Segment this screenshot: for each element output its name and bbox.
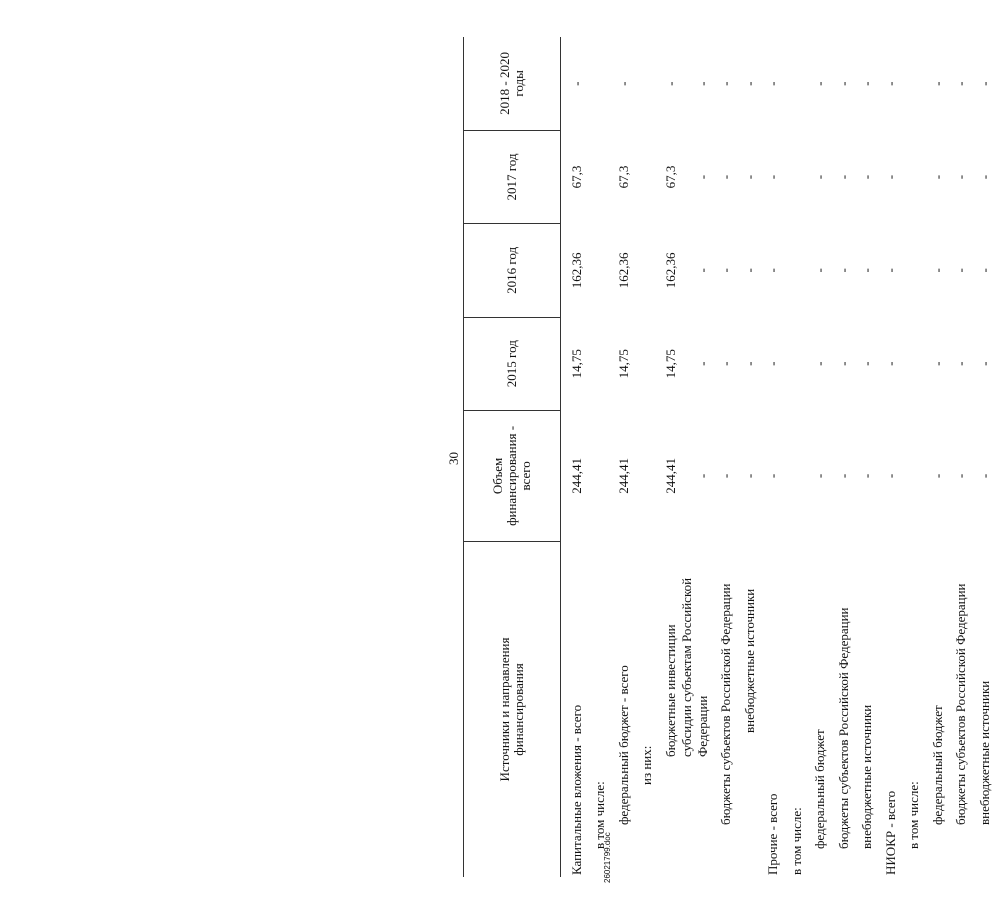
cell-total: -	[953, 473, 968, 479]
cell-2016: -	[765, 268, 780, 273]
financing-table	[463, 37, 993, 877]
header-2017: 2017 год	[464, 130, 561, 223]
cell-2015: -	[694, 361, 710, 366]
cell-2017: -	[835, 174, 851, 180]
header-total: Объем финансирования - всего	[464, 410, 561, 541]
cell-total: -	[694, 473, 710, 479]
cell-2016: -	[882, 268, 898, 273]
cell-2015: -	[929, 361, 945, 366]
cell-2015: -	[835, 361, 851, 366]
cell-total: -	[976, 473, 992, 479]
header-2015: 2015 год	[464, 317, 561, 410]
cell-2017: -	[812, 174, 827, 180]
row-label: бюджеты субъектов Российской Федерации	[953, 583, 968, 825]
cell-2015: -	[953, 361, 968, 366]
header-2018-2020: 2018 - 2020 годы	[464, 37, 561, 130]
cell-2017: -	[953, 174, 968, 180]
table-row	[922, 37, 946, 877]
cell-total: -	[929, 473, 945, 479]
cell-2016	[632, 224, 656, 317]
cell-total: -	[718, 473, 733, 479]
cell-2015	[632, 317, 656, 410]
cell-2016: 162,36	[615, 252, 631, 289]
cell-2015: -	[859, 361, 874, 366]
cell-2015: -	[741, 361, 757, 366]
cell-2018-2020: -	[662, 81, 678, 86]
table-row	[805, 37, 829, 877]
row-label: бюджетные инвестиции	[662, 624, 678, 757]
cell-2018-2020	[632, 37, 656, 130]
cell-total: -	[812, 473, 827, 479]
cell-2017: -	[859, 174, 874, 180]
cell-2018-2020: -	[882, 81, 898, 86]
table-row	[734, 37, 758, 877]
cell-2017	[781, 130, 805, 223]
cell-2017: 67,3	[662, 165, 678, 189]
cell-2016: -	[812, 268, 827, 273]
cell-total: 244,41	[568, 458, 584, 494]
cell-2016: -	[929, 268, 945, 273]
cell-2016: -	[694, 268, 710, 273]
cell-2015: -	[765, 361, 780, 366]
cell-2017: 67,3	[568, 165, 584, 189]
cell-total: -	[741, 473, 757, 479]
cell-2015	[585, 317, 609, 410]
cell-2018-2020: -	[835, 81, 851, 86]
table-row	[608, 37, 632, 877]
row-label: внебюджетные источники	[976, 680, 992, 825]
cell-2018-2020: -	[976, 81, 992, 86]
cell-total	[632, 410, 656, 541]
row-label: Капитальные вложения - всего	[568, 704, 584, 875]
row-label: в том числе:	[592, 781, 607, 849]
cell-total: -	[882, 473, 898, 479]
cell-2017: 67,3	[615, 165, 631, 189]
row-label: внебюджетные источники	[741, 588, 757, 733]
row-label: Прочие - всего	[765, 793, 780, 875]
table-row	[969, 37, 993, 877]
row-label: субсидии субъектам Российской Федерации	[678, 577, 710, 757]
cell-2017	[899, 130, 923, 223]
cell-2017: -	[741, 174, 757, 180]
document-code: 26021799.doc	[603, 832, 612, 883]
cell-2016	[781, 224, 805, 317]
cell-2017: -	[882, 174, 898, 180]
row-label: в том числе:	[906, 781, 921, 849]
cell-2017: -	[718, 174, 733, 180]
row-label: бюджеты субъектов Российской Федерации	[835, 607, 851, 849]
table-row	[655, 37, 679, 877]
cell-2015: -	[882, 361, 898, 366]
page-number: 30	[446, 452, 461, 465]
table-row	[711, 37, 735, 877]
cell-2016: -	[859, 268, 874, 273]
row-label: из них:	[639, 745, 654, 785]
cell-total: -	[765, 473, 780, 479]
cell-2016: -	[835, 268, 851, 273]
cell-2016: -	[953, 268, 968, 273]
table-row	[758, 37, 782, 877]
cell-2018-2020: -	[741, 81, 757, 86]
table-row	[781, 37, 805, 877]
cell-2017: -	[765, 174, 780, 180]
cell-total	[585, 410, 609, 541]
cell-2018-2020: -	[694, 81, 710, 86]
cell-total: -	[859, 473, 874, 479]
cell-2016: 162,36	[662, 252, 678, 289]
row-label: внебюджетные источники	[859, 704, 874, 849]
cell-2018-2020: -	[718, 81, 733, 86]
header-row	[464, 37, 561, 877]
cell-2018-2020: -	[929, 81, 945, 86]
table-row	[585, 37, 609, 877]
cell-2018-2020	[899, 37, 923, 130]
cell-2018-2020: -	[812, 81, 827, 86]
cell-2018-2020: -	[859, 81, 874, 86]
cell-2015	[781, 317, 805, 410]
cell-2017: -	[929, 174, 945, 180]
cell-2016: -	[976, 268, 992, 273]
cell-2016	[585, 224, 609, 317]
cell-total	[781, 410, 805, 541]
row-label: федеральный бюджет - всего	[615, 665, 631, 825]
cell-2017: -	[694, 174, 710, 180]
table-row	[852, 37, 876, 877]
cell-total: 244,41	[662, 458, 678, 494]
cell-2016: -	[718, 268, 733, 273]
cell-2016: -	[741, 268, 757, 273]
cell-2017: -	[976, 174, 992, 180]
cell-2015: 14,75	[615, 349, 631, 379]
row-label: федеральный бюджет	[812, 729, 827, 849]
header-sources: Источники и направления финансирования	[497, 637, 526, 782]
row-label: в том числе:	[788, 807, 804, 875]
cell-2018-2020: -	[765, 81, 780, 86]
row-label: федеральный бюджет	[929, 705, 945, 825]
cell-2015: -	[812, 361, 827, 366]
cell-2015: 14,75	[568, 349, 584, 379]
table-row	[899, 37, 923, 877]
table-row	[561, 37, 585, 877]
table-row	[875, 37, 899, 877]
cell-2017	[632, 130, 656, 223]
header-2016: 2016 год	[464, 224, 561, 317]
cell-2018-2020: -	[615, 81, 631, 86]
table-row	[946, 37, 970, 877]
cell-2018-2020	[781, 37, 805, 130]
cell-2018-2020: -	[568, 81, 584, 86]
row-label: НИОКР - всего	[882, 790, 898, 875]
table-row	[828, 37, 852, 877]
row-label: бюджеты субъектов Российской Федерации	[718, 583, 733, 825]
cell-2015: -	[976, 361, 992, 366]
cell-2016	[899, 224, 923, 317]
cell-total	[899, 410, 923, 541]
cell-total: -	[835, 473, 851, 479]
cell-2017	[585, 130, 609, 223]
cell-2015: -	[718, 361, 733, 366]
cell-2015: 14,75	[662, 349, 678, 379]
table-row	[632, 37, 656, 877]
cell-2016: 162,36	[568, 252, 584, 289]
cell-2018-2020	[585, 37, 609, 130]
cell-2015	[899, 317, 923, 410]
table-row	[679, 37, 711, 877]
cell-2018-2020: -	[953, 81, 968, 86]
cell-total: 244,41	[615, 458, 631, 494]
